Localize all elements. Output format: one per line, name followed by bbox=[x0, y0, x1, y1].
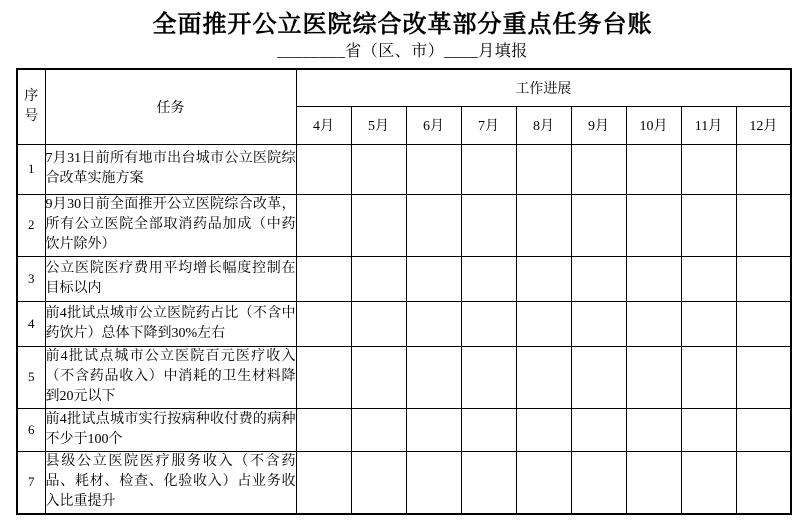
progress-cell bbox=[516, 256, 571, 301]
progress-cell bbox=[351, 451, 406, 514]
progress-cell bbox=[406, 408, 461, 451]
header-row-progress bbox=[17, 69, 791, 106]
progress-cell bbox=[736, 408, 791, 451]
progress-cell bbox=[681, 144, 736, 194]
progress-cell bbox=[406, 301, 461, 346]
progress-cell bbox=[296, 451, 351, 514]
progress-cell bbox=[461, 256, 516, 301]
row-index: 2 bbox=[17, 194, 45, 256]
progress-cell bbox=[736, 346, 791, 408]
progress-cell bbox=[296, 144, 351, 194]
progress-cell bbox=[461, 346, 516, 408]
table-row bbox=[17, 256, 791, 301]
progress-cell bbox=[516, 301, 571, 346]
progress-cell bbox=[406, 194, 461, 256]
column-header-progress: 工作进展 bbox=[296, 69, 791, 106]
table-row bbox=[17, 346, 791, 408]
task-cell: 县级公立医院医疗服务收入（不含药品、耗材、检查、化验收入）占业务收入比重提升 bbox=[45, 451, 296, 514]
progress-cell bbox=[461, 144, 516, 194]
month-header-apr: 4月 bbox=[296, 106, 351, 144]
progress-cell bbox=[516, 451, 571, 514]
task-ledger-table bbox=[16, 68, 792, 515]
column-header-index: 序号 bbox=[17, 69, 45, 144]
progress-cell bbox=[461, 301, 516, 346]
table-row bbox=[17, 451, 791, 514]
progress-cell bbox=[461, 408, 516, 451]
progress-cell bbox=[406, 346, 461, 408]
progress-cell bbox=[736, 301, 791, 346]
progress-cell bbox=[351, 194, 406, 256]
progress-cell bbox=[681, 346, 736, 408]
progress-cell bbox=[571, 301, 626, 346]
progress-cell bbox=[571, 194, 626, 256]
row-index: 1 bbox=[17, 144, 45, 194]
progress-cell bbox=[736, 256, 791, 301]
progress-cell bbox=[351, 408, 406, 451]
row-index: 3 bbox=[17, 256, 45, 301]
progress-cell bbox=[571, 451, 626, 514]
task-cell: 7月31日前所有地市出台城市公立医院综合改革实施方案 bbox=[45, 144, 296, 194]
progress-cell bbox=[461, 451, 516, 514]
progress-cell bbox=[406, 256, 461, 301]
row-index: 6 bbox=[17, 408, 45, 451]
page-subtitle: ________省（区、市）____月填报 bbox=[277, 43, 528, 60]
table-row bbox=[17, 144, 791, 194]
progress-cell bbox=[681, 301, 736, 346]
progress-cell bbox=[516, 346, 571, 408]
progress-cell bbox=[571, 144, 626, 194]
progress-cell bbox=[351, 144, 406, 194]
row-index: 4 bbox=[17, 301, 45, 346]
table-row bbox=[17, 408, 791, 451]
progress-cell bbox=[351, 301, 406, 346]
month-header-aug: 8月 bbox=[516, 106, 571, 144]
progress-cell bbox=[736, 144, 791, 194]
month-header-nov: 11月 bbox=[681, 106, 736, 144]
progress-cell bbox=[681, 256, 736, 301]
column-header-task: 任务 bbox=[45, 69, 296, 144]
row-index: 5 bbox=[17, 346, 45, 408]
table-row bbox=[17, 301, 791, 346]
task-cell: 前4批试点城市公立医院药占比（不含中药饮片）总体下降到30%左右 bbox=[45, 301, 296, 346]
progress-cell bbox=[626, 144, 681, 194]
progress-cell bbox=[461, 194, 516, 256]
progress-cell bbox=[296, 301, 351, 346]
month-header-dec: 12月 bbox=[736, 106, 791, 144]
progress-cell bbox=[516, 144, 571, 194]
progress-cell bbox=[406, 451, 461, 514]
task-cell: 前4批试点城市实行按病种收付费的病种不少于100个 bbox=[45, 408, 296, 451]
progress-cell bbox=[681, 451, 736, 514]
month-header-oct: 10月 bbox=[626, 106, 681, 144]
progress-cell bbox=[296, 346, 351, 408]
progress-cell bbox=[736, 451, 791, 514]
task-cell: 9月30日前全面推开公立医院综合改革，所有公立医院全部取消药品加成（中药饮片除外） bbox=[45, 194, 296, 256]
progress-cell bbox=[296, 256, 351, 301]
progress-cell bbox=[571, 346, 626, 408]
progress-cell bbox=[406, 144, 461, 194]
progress-cell bbox=[626, 194, 681, 256]
task-cell: 公立医院医疗费用平均增长幅度控制在目标以内 bbox=[45, 256, 296, 301]
progress-cell bbox=[296, 408, 351, 451]
progress-cell bbox=[626, 301, 681, 346]
month-header-jul: 7月 bbox=[461, 106, 516, 144]
progress-cell bbox=[351, 256, 406, 301]
month-header-sep: 9月 bbox=[571, 106, 626, 144]
progress-cell bbox=[571, 408, 626, 451]
progress-cell bbox=[296, 194, 351, 256]
table-row bbox=[17, 194, 791, 256]
month-header-may: 5月 bbox=[351, 106, 406, 144]
page-title: 全面推开公立医院综合改革部分重点任务台账 bbox=[152, 12, 653, 38]
progress-cell bbox=[626, 451, 681, 514]
progress-cell bbox=[681, 194, 736, 256]
task-cell: 前4批试点城市公立医院百元医疗收入（不含药品收入）中消耗的卫生材料降到20元以下 bbox=[45, 346, 296, 408]
month-header-jun: 6月 bbox=[406, 106, 461, 144]
progress-cell bbox=[626, 346, 681, 408]
progress-cell bbox=[516, 408, 571, 451]
row-index: 7 bbox=[17, 451, 45, 514]
progress-cell bbox=[571, 256, 626, 301]
progress-cell bbox=[736, 194, 791, 256]
progress-cell bbox=[626, 408, 681, 451]
progress-cell bbox=[681, 408, 736, 451]
progress-cell bbox=[516, 194, 571, 256]
progress-cell bbox=[626, 256, 681, 301]
progress-cell bbox=[351, 346, 406, 408]
